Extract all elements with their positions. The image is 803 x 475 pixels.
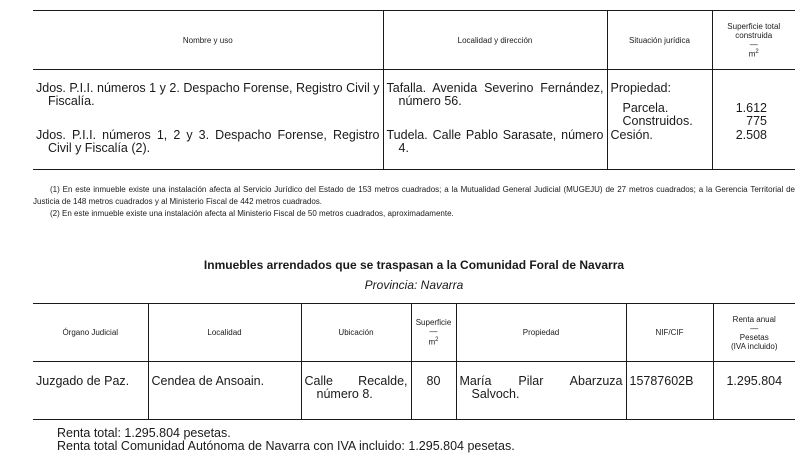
row1-parcela-value: 1.612: [735, 101, 767, 115]
header-organo: Órgano Judicial: [33, 304, 148, 362]
row1-sub-construidos: Construidos.: [622, 114, 693, 128]
section-title: Inmuebles arrendados que se traspasan a la Comunidad Foral de Navarra: [203, 258, 625, 272]
cell-renta: 1.295.804: [713, 362, 795, 420]
cell-ubicacion: Calle Recalde, número 8.: [301, 362, 411, 420]
cell-superficie: 80: [411, 362, 456, 420]
table-row: [33, 362, 795, 420]
row2-superficie: 2.508: [712, 129, 795, 170]
header-superficie-unit: m: [748, 49, 756, 59]
header-situacion: Situación jurídica: [607, 11, 712, 70]
header-superficie2: Superficie — $m^2$: [411, 304, 456, 362]
footnotes: [33, 184, 795, 220]
row1-situacion: [607, 70, 712, 130]
header-nombre: Nombre y uso: [33, 11, 383, 70]
header-superficie: [712, 11, 795, 70]
renta-total-navarra: Renta total Comunidad Autónoma de Navarra con IVA incluido: 1.295.804 pesetas.: [57, 439, 515, 453]
header-superficie-line1: Superficie total: [727, 21, 781, 31]
cell-nif: 15787602B: [626, 362, 713, 420]
cell-organo: Juzgado de Paz.: [33, 362, 148, 420]
table2-header-row: [33, 304, 795, 362]
header-localidad2: Localidad: [148, 304, 301, 362]
inmuebles-arrendados-table: [33, 303, 795, 420]
row2-localidad: Tudela. Calle Pablo Sarasate, número 4.: [383, 129, 607, 170]
inmuebles-propios-table: [33, 10, 795, 170]
row1-nombre: Jdos. P.I.I. números 1 y 2. Despacho Forense, Registro Civil y Fiscalía.: [36, 81, 380, 108]
cell-propiedad: María Pilar Abarzuza Salvoch.: [456, 362, 626, 420]
header-propiedad: Propiedad: [456, 304, 626, 362]
row1-sub-parcela: Parcela.: [622, 101, 669, 115]
header-superficie-dash: —: [749, 39, 758, 49]
header-ubicacion: Ubicación: [301, 304, 411, 362]
footnote-1: (1) En este inmueble existe una instalación afecta al Servicio Jurídico del Estado de 153 metros cuadrados; a la Mutualidad General Judicial (MUGEJU) de 27 metros cuadrados; a la Gerencia Territorial de Justicia de 148 metros cuadrados y al Ministerio Fiscal de 442 metros cuadrados.: [33, 185, 795, 206]
footnote-2: (2) En este inmueble existe una instalación afecta al Ministerio Fiscal de 50 metros cuadrados, aproximadamente.: [50, 209, 454, 218]
row1-construidos-value: 775: [746, 114, 767, 128]
table-row: [33, 129, 795, 170]
row1-situacion-label: Propiedad:: [610, 81, 671, 95]
renta-total: Renta total: 1.295.804 pesetas.: [57, 426, 231, 440]
header-nif: NIF/CIF: [626, 304, 713, 362]
row2-nombre: Jdos. P.I.I. números 1, 2 y 3. Despacho Forense, Registro Civil y Fiscalía (2).: [33, 129, 383, 170]
cell-localidad: Cendea de Ansoain.: [148, 362, 301, 420]
table1-header-row: [33, 11, 795, 70]
totals: [57, 427, 515, 453]
header-renta: Renta anual — Pesetas (IVA incluido): [713, 304, 795, 362]
header-localidad: Localidad y dirección: [383, 11, 607, 70]
header-superficie-exp: 2: [755, 48, 759, 55]
row1-localidad: Tafalla. Avenida Severino Fernández, número 56.: [383, 70, 607, 130]
row2-situacion: Cesión.: [607, 129, 712, 170]
header-superficie-line2: construida: [735, 30, 773, 40]
row1-superficie: [712, 70, 795, 130]
section-subtitle: Provincia: Navarra: [364, 278, 464, 292]
table-row: [33, 70, 795, 130]
